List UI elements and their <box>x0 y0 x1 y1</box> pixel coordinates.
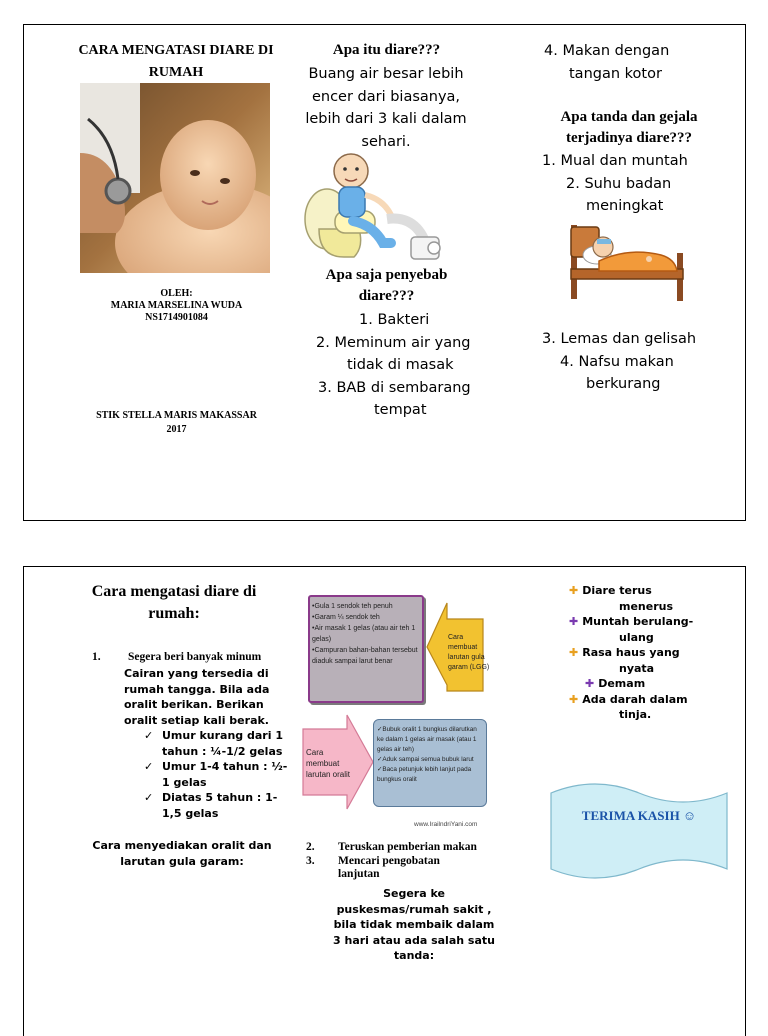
what-title: Apa itu diare??? <box>332 42 441 58</box>
dose-line2: tahun : ¼-1/2 gelas <box>162 744 283 758</box>
step1-line: oralit setiap kali berak. <box>124 713 269 727</box>
cause4-line2: tangan kotor <box>569 65 662 82</box>
oralit-infographic <box>291 591 491 831</box>
signs-title-line2: terjadinya diare??? <box>566 130 692 146</box>
step3-title-line1: Mencari pengobatan <box>338 855 440 867</box>
danger-sign-item <box>569 692 729 723</box>
dose-item <box>144 790 294 821</box>
check-icon: ✓ <box>144 729 154 742</box>
oralit-arrow-line: membuat <box>306 759 340 768</box>
what-line: encer dari biasanya, <box>311 88 461 105</box>
thanks-text: TERIMA KASIH ☺ <box>581 808 697 823</box>
lgg-arrow-line: garam (LGG) <box>448 664 490 671</box>
step3-line: Segera ke <box>383 887 445 900</box>
step3-title-line2: lanjutan <box>338 868 380 880</box>
step1-num: 1. <box>92 651 101 663</box>
top-title-line1: CARA MENGATASI DIARE DI <box>78 43 274 58</box>
what-line: Buang air besar lebih <box>308 66 464 82</box>
step3-line: 3 hari atau ada salah satu <box>333 933 495 947</box>
danger-sign-line1: Diare terus <box>582 584 652 597</box>
oralit-item: ✓Bubuk oralit 1 bungkus dilarutkan <box>377 726 477 733</box>
oralit-item: ✓Baca petunjuk lebih lanjut pada <box>377 766 472 773</box>
danger-sign-item <box>569 676 729 692</box>
institution-name: STIK STELLA MARIS MAKASSAR <box>96 410 257 421</box>
plus-icon: ✚ <box>585 677 595 690</box>
plus-icon: ✚ <box>569 615 579 628</box>
step1-text <box>124 666 294 728</box>
dose-line1: Diatas 5 tahun : 1- <box>162 791 278 804</box>
top-title-line2: RUMAH <box>148 65 204 80</box>
causes-list <box>304 309 504 422</box>
lgg-arrow-line: larutan gula <box>448 654 485 661</box>
toilet-illustration <box>299 149 447 264</box>
lgg-item: •Air masak 1 gelas (atau air teh 1 <box>312 625 416 632</box>
plus-icon: ✚ <box>569 646 579 659</box>
lgg-item: •Garam ¼ sendok teh <box>312 614 380 621</box>
signs-list-b <box>542 328 742 396</box>
lgg-arrow-line: Cara <box>448 634 464 641</box>
check-icon: ✓ <box>144 791 154 804</box>
step3-title <box>338 855 440 881</box>
step2-title: Teruskan pemberian makan <box>338 841 477 853</box>
danger-sign-line2: nyata <box>619 661 655 675</box>
sign-item: berkurang <box>586 376 661 392</box>
step1-title: Segera beri banyak minum <box>128 651 262 663</box>
danger-sign-line1: Rasa haus yang <box>582 646 680 659</box>
oralit-items <box>377 725 485 785</box>
prep-line2: larutan gula garam: <box>120 854 244 868</box>
oralit-arrow-line: larutan oralit <box>306 770 351 779</box>
author-name: MARIA MARSELINA WUDA <box>110 300 243 311</box>
top-title <box>71 40 281 84</box>
danger-sign-item <box>569 645 729 676</box>
step3-line: puskesmas/rumah sakit , <box>336 902 492 916</box>
oralit-item: ✓Aduk sampai semua bubuk larut <box>377 756 474 763</box>
dose-line2: 1,5 gelas <box>162 806 219 820</box>
step3-text <box>324 886 504 964</box>
top-panel <box>23 24 746 521</box>
institution-year: 2017 <box>166 424 187 435</box>
what-line: sehari. <box>361 133 411 150</box>
dose-item <box>144 728 294 759</box>
oralit-item: ke dalam 1 gelas air masak (atau 1 <box>377 736 477 743</box>
bottom-title-line2: rumah: <box>148 605 200 622</box>
thanks-banner <box>549 779 729 883</box>
danger-sign-item <box>569 583 729 614</box>
bottom-title-line1: Cara mengatasi diare di <box>91 583 257 600</box>
causes-title <box>289 265 484 307</box>
by-label: OLEH: <box>160 288 193 299</box>
author-block <box>74 288 279 324</box>
sign-item: 2. Suhu badan <box>566 175 672 192</box>
dose-line1: Umur 1-4 tahun : ½- <box>162 760 288 773</box>
danger-sign-line2: tinja. <box>619 708 652 721</box>
danger-sign-item <box>569 614 729 645</box>
step1-line: oralit berikan. Berikan <box>124 698 264 711</box>
cause-item: tidak di masak <box>347 357 454 373</box>
prep-text <box>82 838 282 869</box>
lgg-item: gelas) <box>312 636 332 643</box>
plus-icon: ✚ <box>569 692 579 706</box>
oralit-item: bungkus oralit <box>377 776 417 783</box>
signs-list-a <box>542 150 742 218</box>
oralit-arrow-text <box>306 747 360 780</box>
step1-line: Cairan yang tersedia di <box>124 667 269 680</box>
oralit-arrow-line: Cara <box>306 748 324 757</box>
lgg-item: diaduk sampai larut benar <box>312 658 393 665</box>
danger-sign-line2: menerus <box>619 599 674 613</box>
sign-item: 3. Lemas dan gelisah <box>542 331 697 347</box>
oralit-item: gelas air teh) <box>377 746 414 753</box>
bottom-title <box>74 581 274 625</box>
bottom-panel <box>23 566 746 1036</box>
dose-line2: 1 gelas <box>162 775 207 789</box>
causes-title-line2: diare??? <box>358 288 415 304</box>
step3-line: bila tidak membaik dalam <box>333 918 495 931</box>
danger-sign-line1: Demam <box>598 677 646 690</box>
step1-line: rumah tangga. Bila ada <box>124 682 270 696</box>
institution-block <box>74 409 279 437</box>
lgg-items <box>312 601 420 667</box>
danger-sign-line2: ulang <box>619 630 654 644</box>
website-label: www.IrailndriYani.com <box>414 821 478 828</box>
dose-item <box>144 759 294 790</box>
cause4-line1: 4. Makan dengan <box>544 43 670 59</box>
signs-title-line1: Apa tanda dan gejala <box>560 109 698 125</box>
cause4 <box>544 40 744 85</box>
danger-sign-line1: Ada darah dalam <box>582 692 688 706</box>
student-id: NS1714901084 <box>145 312 208 323</box>
cause-item: tempat <box>374 402 427 418</box>
danger-sign-line1: Muntah berulang- <box>582 615 694 628</box>
cause-item: 1. Bakteri <box>359 312 430 328</box>
sign-item: meningkat <box>586 198 664 214</box>
lgg-item: •Campuran bahan-bahan tersebut <box>312 647 418 654</box>
check-icon: ✓ <box>144 760 154 773</box>
plus-icon: ✚ <box>569 584 579 597</box>
cause-item: 2. Meminum air yang <box>316 334 471 351</box>
cause-item: 3. BAB di sembarang <box>318 379 471 396</box>
dose-list <box>144 728 294 821</box>
sign-item: 4. Nafsu makan <box>560 353 674 370</box>
sign-item: 1. Mual dan muntah <box>542 153 688 169</box>
baby-photo <box>80 83 270 273</box>
what-text <box>286 63 486 153</box>
danger-signs-list <box>569 583 729 723</box>
what-line: lebih dari 3 kali dalam <box>305 111 467 127</box>
step3-num: 3. <box>306 855 315 867</box>
prep-line1: Cara menyediakan oralit dan <box>92 839 272 852</box>
step3-line: tanda: <box>393 949 435 962</box>
dose-line1: Umur kurang dari 1 <box>162 729 283 742</box>
step2-num: 2. <box>306 841 315 853</box>
lgg-arrow-text <box>448 633 492 673</box>
causes-title-line1: Apa saja penyebab <box>325 267 448 283</box>
signs-title <box>529 107 729 149</box>
sick-bed-illustration <box>569 217 689 303</box>
lgg-arrow-line: membuat <box>448 644 478 651</box>
lgg-item: •Gula 1 sendok teh penuh <box>312 603 393 610</box>
